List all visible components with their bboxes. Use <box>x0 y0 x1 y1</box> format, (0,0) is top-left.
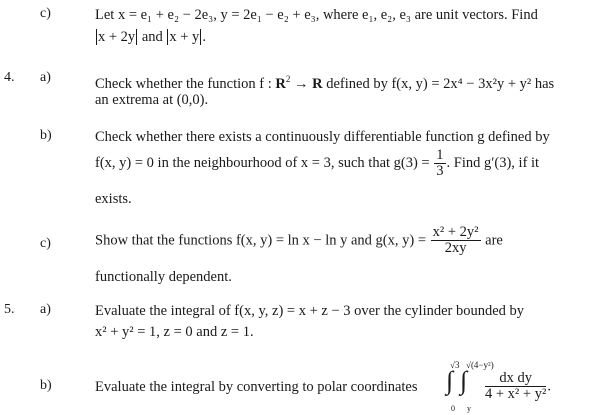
q3c-line1: Let x = e₁ + e₂ − 2e₃, y = 2e₁ − e₂ + e₃, where e₁, e₂, e₃ are unit vectors. Find <box>95 7 538 23</box>
q4b-line2: f(x, y) = 0 in the neighbourhood of x = 3, such that g(3) = $\frac{1}{3}$ . Find g′(3), if it <box>95 147 540 179</box>
norm-x-plus-2y: x + 2y <box>98 29 136 45</box>
question-number-5: 5. <box>4 302 15 317</box>
q5b-line1: Evaluate the integral by converting to polar coordinates <box>95 379 418 395</box>
question-number-4: 4. <box>4 70 15 85</box>
q3c-line2: x + 2y and x + y . <box>98 29 206 45</box>
q4c-line2: functionally dependent. <box>95 269 232 285</box>
outer-lower-limit: 0 <box>451 404 455 413</box>
q4c-line1: Show that the functions f(x, y) = ln x − ln y and g(x, y) = $\frac{\text{x² + 2y²}}{2xy}$ are <box>95 224 503 256</box>
integral-sign-inner: ∫ <box>460 366 468 395</box>
part-label-b: b) <box>40 378 52 393</box>
norm-bar <box>136 29 137 45</box>
q4a-line1: Check whether the function f : $R^2 \to R$ defined by f(x, y) = 2x⁴ − 3x²y + y² has <box>95 74 555 92</box>
q5a-line1: Evaluate the integral of f(x, y, z) = x + z − 3 over the cylinder bounded by <box>95 303 525 319</box>
fraction-g: $\frac{\text{x² + 2y²}}{2xy}$ <box>432 224 479 256</box>
norm-x-plus-y: x + y <box>169 29 200 45</box>
integrand: $\frac{\text{dx dy}}{\text{4 + x² + y²}}$ . <box>485 370 551 402</box>
q4a-line2: an extrema at (0,0). <box>95 92 209 108</box>
integrand-fraction: $\frac{\text{dx dy}}{\text{4 + x² + y²}}$ <box>485 370 547 402</box>
q5a-line2: x² + y² = 1, z = 0 and z = 1. <box>95 324 254 340</box>
fraction-one-third: $\frac{1}{3}$ <box>436 147 444 179</box>
part-label-a: a) <box>40 302 51 317</box>
outer-upper-limit: √3 <box>450 360 460 370</box>
part-label-b: b) <box>40 128 52 143</box>
q4b-line3: exists. <box>95 191 132 207</box>
part-label-c: c) <box>40 6 51 21</box>
inner-upper-limit: √(4−y²) <box>466 360 494 370</box>
q4b-line1: Check whether there exists a continuously differentiable function g defined by <box>95 129 550 145</box>
inner-lower-limit: y <box>467 404 471 413</box>
double-integral <box>438 360 588 415</box>
norm-bar <box>96 29 97 45</box>
part-label-c: c) <box>40 236 51 251</box>
part-label-a: a) <box>40 70 51 85</box>
integral-sign-outer: ∫ <box>446 366 454 395</box>
